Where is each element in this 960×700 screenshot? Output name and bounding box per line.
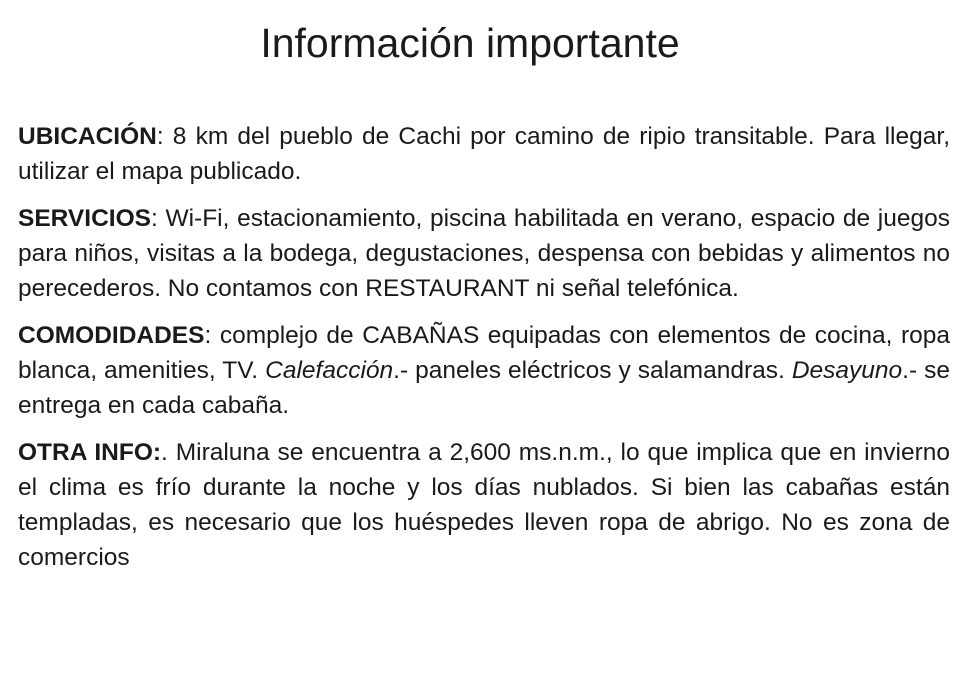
section-label-colon: : [204,322,212,349]
section-text-comodidades-2: .- paneles eléctricos y salamandras. [393,357,792,384]
section-italic-calefaccion: Calefacción [265,357,394,384]
page-title: Información importante [260,20,680,66]
section-text-comodidades-3: .- se entrega en cada cabaña. [18,357,950,419]
section-servicios [18,201,950,306]
section-label-ubicacion: UBICACIÓN [18,123,157,150]
section-text-otra-info: . Miraluna se encuentra a 2,600 ms.n.m., lo que implica que en invierno el clima es frío durante la noche y los días nublados. Si bien las cabañas están templadas, es necesario que los huéspedes lleven ropa de abrigo. No es zona de comercios [18,439,950,571]
section-otra-info [18,435,950,575]
section-comodidades [18,318,950,423]
section-text-ubicacion: 8 km del pueblo de Cachi por camino de ripio transitable. Para llegar, utilizar el mapa publicado. [18,123,950,185]
section-label-servicios: SERVICIOS [18,205,151,232]
section-text-servicios: Wi-Fi, estacionamiento, piscina habilitada en verano, espacio de juegos para niños, visitas a la bodega, degustaciones, despensa con bebidas y alimentos no perecederos. No contamos con RESTAURANT ni señal telefónica. [18,205,950,302]
section-ubicacion [18,119,950,189]
info-content [18,119,950,587]
section-label-comodidades: COMODIDADES [18,322,205,349]
section-label-otra-info: OTRA INFO: [18,439,162,466]
section-text-comodidades-1: complejo de CABAÑAS equipadas con elementos de cocina, ropa blanca, amenities, TV. [18,322,950,384]
section-italic-desayuno: Desayuno [791,357,903,384]
section-label-colon: : [156,123,164,150]
section-label-colon: : [150,205,158,232]
